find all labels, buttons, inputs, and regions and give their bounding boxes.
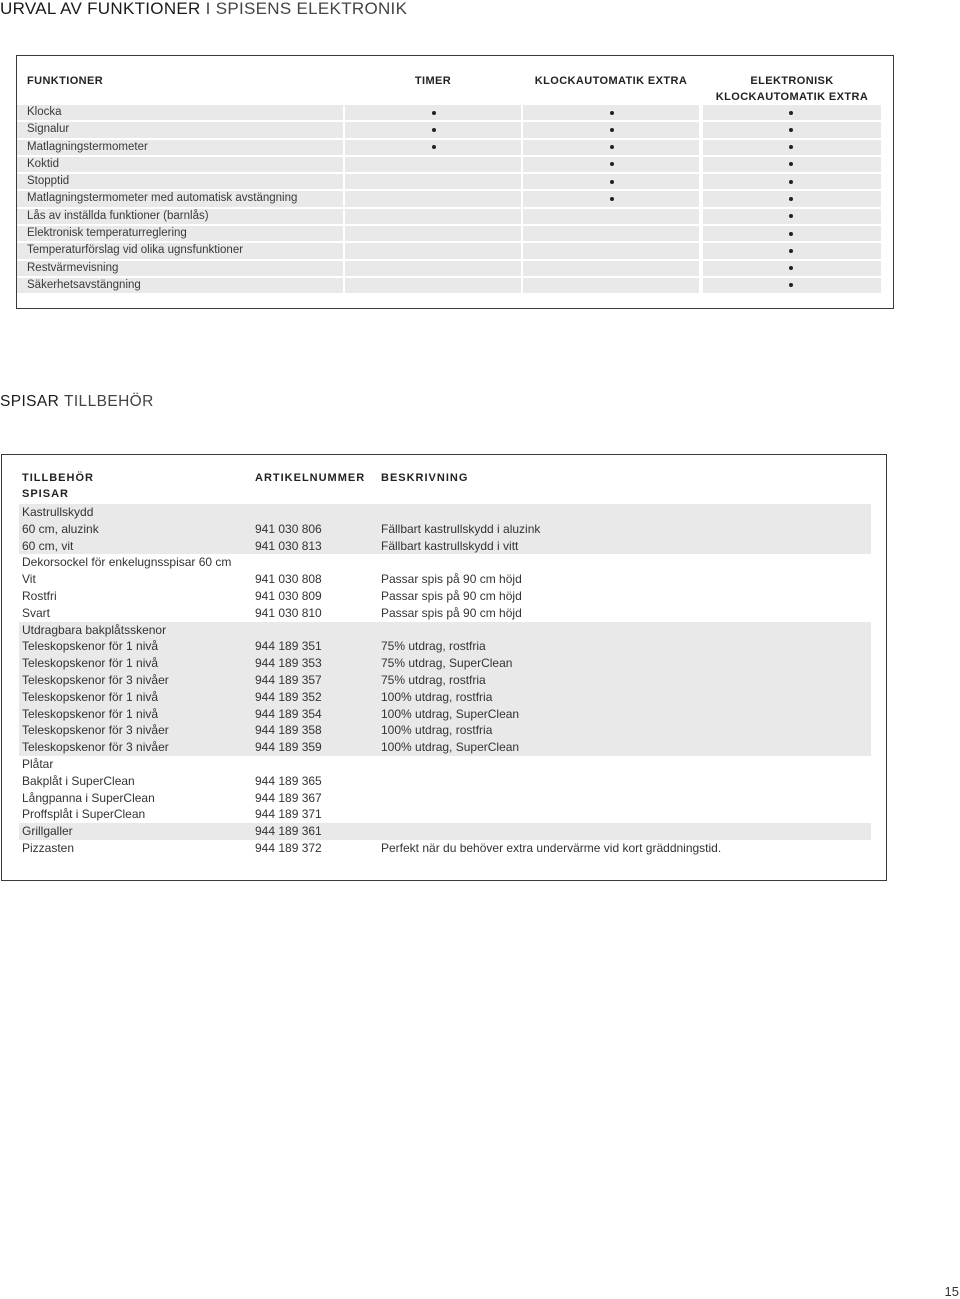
function-row	[17, 278, 893, 295]
accessory-row	[19, 756, 871, 773]
bullet-dot-icon	[610, 180, 614, 184]
function-cell-timer	[345, 105, 521, 120]
accessory-description: Passar spis på 90 cm höjd	[381, 605, 522, 620]
function-cell-electronic	[703, 105, 881, 120]
function-cell-electronic	[703, 191, 881, 206]
function-label: Säkerhetsavstängning	[17, 278, 343, 293]
accessory-description: Fällbart kastrullskydd i vitt	[381, 538, 519, 553]
bullet-dot-icon	[610, 145, 614, 149]
accessory-name: Teleskopskenor för 1 nivå	[22, 706, 159, 721]
function-cell-timer	[345, 226, 521, 241]
accessory-row	[19, 840, 871, 857]
accessory-name: Dekorsockel för enkelugnsspisar 60 cm	[22, 555, 232, 570]
function-cell-timer	[345, 243, 521, 258]
bullet-dot-icon	[789, 232, 793, 236]
function-cell-electronic	[703, 243, 881, 258]
accessory-row	[19, 588, 871, 605]
function-cell-electronic	[703, 261, 881, 276]
accessory-row	[19, 538, 871, 555]
bullet-dot-icon	[789, 145, 793, 149]
accessory-article: 941 030 809	[255, 588, 322, 603]
accessory-name: Plåtar	[22, 756, 54, 771]
header-article: ARTIKELNUMMER	[255, 472, 366, 484]
function-row	[17, 226, 893, 243]
function-cell-timer	[345, 278, 521, 293]
bullet-dot-icon	[789, 197, 793, 201]
subheader-spisar: SPISAR	[22, 488, 69, 500]
function-row	[17, 140, 893, 157]
accessory-article: 944 189 353	[255, 656, 322, 671]
function-cell-clock-extra	[523, 243, 699, 258]
accessory-article: 944 189 358	[255, 723, 322, 738]
accessory-article: 944 189 367	[255, 790, 322, 805]
bullet-dot-icon	[789, 180, 793, 184]
accessory-article: 944 189 352	[255, 689, 322, 704]
bullet-dot-icon	[432, 128, 436, 132]
header-electronic-line1: ELEKTRONISK	[750, 75, 834, 87]
accessory-article: 944 189 371	[255, 807, 322, 822]
function-cell-timer	[345, 157, 521, 172]
functions-table	[16, 55, 894, 309]
functions-rows	[17, 105, 893, 295]
function-cell-electronic	[703, 226, 881, 241]
accessory-description: 75% utdrag, SuperClean	[381, 656, 513, 671]
accessory-name: Utdragbara bakplåtsskenor	[22, 622, 167, 637]
accessory-name: Pizzasten	[22, 840, 75, 855]
function-cell-electronic	[703, 174, 881, 189]
accessory-article: 941 030 813	[255, 538, 322, 553]
function-cell-clock-extra	[523, 105, 699, 120]
accessory-row	[19, 638, 871, 655]
function-cell-clock-extra	[523, 122, 699, 137]
function-cell-timer	[345, 209, 521, 224]
accessory-name: Proffsplåt i SuperClean	[22, 807, 146, 822]
accessory-description: 75% utdrag, rostfria	[381, 672, 486, 687]
accessory-row	[19, 605, 871, 622]
accessory-row	[19, 823, 871, 840]
function-row	[17, 122, 893, 139]
bullet-dot-icon	[789, 128, 793, 132]
accessory-row	[19, 571, 871, 588]
accessory-name: Teleskopskenor för 1 nivå	[22, 656, 159, 671]
accessory-article: 944 189 372	[255, 840, 322, 855]
accessory-name: Teleskopskenor för 1 nivå	[22, 689, 159, 704]
accessory-name: Grillgaller	[22, 824, 73, 839]
section-title	[0, 393, 154, 411]
accessory-article: 944 189 354	[255, 706, 322, 721]
accessory-name: 60 cm, aluzink	[22, 521, 99, 536]
function-cell-clock-extra	[523, 209, 699, 224]
accessory-description: Passar spis på 90 cm höjd	[381, 572, 522, 587]
header-timer: TIMER	[414, 75, 452, 87]
accessory-row	[19, 655, 871, 672]
accessory-description: 100% utdrag, rostfria	[381, 689, 493, 704]
page-title	[0, 0, 407, 19]
function-cell-timer	[345, 261, 521, 276]
section-title-light: TILLBEHÖR	[63, 393, 154, 410]
function-cell-clock-extra	[523, 157, 699, 172]
function-cell-timer	[345, 174, 521, 189]
function-row	[17, 261, 893, 278]
accessories-rows	[19, 504, 871, 857]
function-cell-clock-extra	[523, 278, 699, 293]
accessory-description: 100% utdrag, rostfria	[381, 723, 493, 738]
accessories-table	[1, 454, 887, 881]
function-cell-electronic	[703, 209, 881, 224]
function-cell-timer	[345, 122, 521, 137]
header-description: BESKRIVNING	[381, 472, 469, 484]
function-cell-timer	[345, 191, 521, 206]
accessory-row	[19, 722, 871, 739]
accessory-name: Teleskopskenor för 1 nivå	[22, 639, 159, 654]
function-cell-electronic	[703, 157, 881, 172]
accessory-article: 944 189 361	[255, 824, 322, 839]
accessory-name: Rostfri	[22, 588, 57, 603]
function-label: Matlagningstermometer med automatisk avstängning	[17, 191, 343, 206]
accessory-row	[19, 689, 871, 706]
header-electronic-line2: KLOCKAUTOMATIK EXTRA	[715, 91, 869, 103]
bullet-dot-icon	[432, 145, 436, 149]
function-cell-electronic	[703, 122, 881, 137]
section-title-bold: SPISAR	[0, 393, 60, 410]
function-cell-clock-extra	[523, 226, 699, 241]
accessory-article: 944 189 351	[255, 639, 322, 654]
function-row	[17, 209, 893, 226]
header-functions: FUNKTIONER	[27, 75, 104, 87]
accessory-name: Bakplåt i SuperClean	[22, 773, 135, 788]
accessory-article: 941 030 806	[255, 521, 322, 536]
bullet-dot-icon	[789, 249, 793, 253]
function-cell-clock-extra	[523, 261, 699, 276]
function-cell-clock-extra	[523, 174, 699, 189]
accessory-row	[19, 706, 871, 723]
bullet-dot-icon	[789, 214, 793, 218]
function-row	[17, 157, 893, 174]
bullet-dot-icon	[610, 197, 614, 201]
function-label: Stopptid	[17, 174, 343, 189]
accessory-row	[19, 554, 871, 571]
accessory-name: Vit	[22, 572, 36, 587]
accessory-article: 944 189 365	[255, 773, 322, 788]
accessory-description: 100% utdrag, SuperClean	[381, 740, 520, 755]
bullet-dot-icon	[789, 162, 793, 166]
function-cell-electronic	[703, 140, 881, 155]
accessory-name: Teleskopskenor för 3 nivåer	[22, 672, 169, 687]
accessory-name: Kastrullskydd	[22, 505, 94, 519]
function-label: Restvärmevisning	[17, 261, 343, 276]
accessory-name: Teleskopskenor för 3 nivåer	[22, 740, 169, 755]
accessory-row	[19, 504, 871, 521]
accessory-name: 60 cm, vit	[22, 538, 74, 553]
accessory-row	[19, 622, 871, 639]
accessory-article: 944 189 357	[255, 672, 322, 687]
bullet-dot-icon	[789, 283, 793, 287]
header-electronic	[703, 73, 881, 105]
bullet-dot-icon	[789, 266, 793, 270]
accessory-row	[19, 521, 871, 538]
function-label: Klocka	[17, 105, 343, 120]
accessory-description: 100% utdrag, SuperClean	[381, 706, 520, 721]
page-title-light: I SPISENS ELEKTRONIK	[205, 0, 408, 18]
accessory-name: Långpanna i SuperClean	[22, 790, 155, 805]
accessory-description: Passar spis på 90 cm höjd	[381, 588, 522, 603]
function-label: Temperaturförslag vid olika ugnsfunktioner	[17, 243, 343, 258]
page-number: 15	[944, 1284, 959, 1299]
accessory-row	[19, 672, 871, 689]
accessory-article: 941 030 808	[255, 572, 322, 587]
accessory-description: Fällbart kastrullskydd i aluzink	[381, 521, 541, 536]
accessory-row	[19, 739, 871, 756]
accessory-article: 944 189 359	[255, 740, 322, 755]
function-label: Koktid	[17, 157, 343, 172]
header-clock-extra: KLOCKAUTOMATIK EXTRA	[534, 75, 688, 87]
function-cell-electronic	[703, 278, 881, 293]
accessory-name: Svart	[22, 605, 51, 620]
page-title-bold: URVAL AV FUNKTIONER	[0, 0, 201, 18]
function-label: Signalur	[17, 122, 343, 137]
accessory-description: 75% utdrag, rostfria	[381, 639, 486, 654]
function-cell-clock-extra	[523, 140, 699, 155]
bullet-dot-icon	[610, 128, 614, 132]
accessory-article: 941 030 810	[255, 605, 322, 620]
header-accessory: TILLBEHÖR	[22, 472, 94, 484]
function-label: Matlagningstermometer	[17, 140, 343, 155]
function-row	[17, 243, 893, 260]
bullet-dot-icon	[610, 111, 614, 115]
bullet-dot-icon	[432, 111, 436, 115]
function-row	[17, 191, 893, 208]
accessory-name: Teleskopskenor för 3 nivåer	[22, 723, 169, 738]
accessory-row	[19, 773, 871, 790]
function-label: Elektronisk temperaturreglering	[17, 226, 343, 241]
accessory-row	[19, 790, 871, 807]
bullet-dot-icon	[610, 162, 614, 166]
function-cell-timer	[345, 140, 521, 155]
accessory-description: Perfekt när du behöver extra undervärme vid kort gräddningstid.	[381, 840, 722, 855]
accessory-row	[19, 806, 871, 823]
bullet-dot-icon	[789, 111, 793, 115]
function-label: Lås av inställda funktioner (barnlås)	[17, 209, 343, 224]
function-row	[17, 105, 893, 122]
function-row	[17, 174, 893, 191]
function-cell-clock-extra	[523, 191, 699, 206]
